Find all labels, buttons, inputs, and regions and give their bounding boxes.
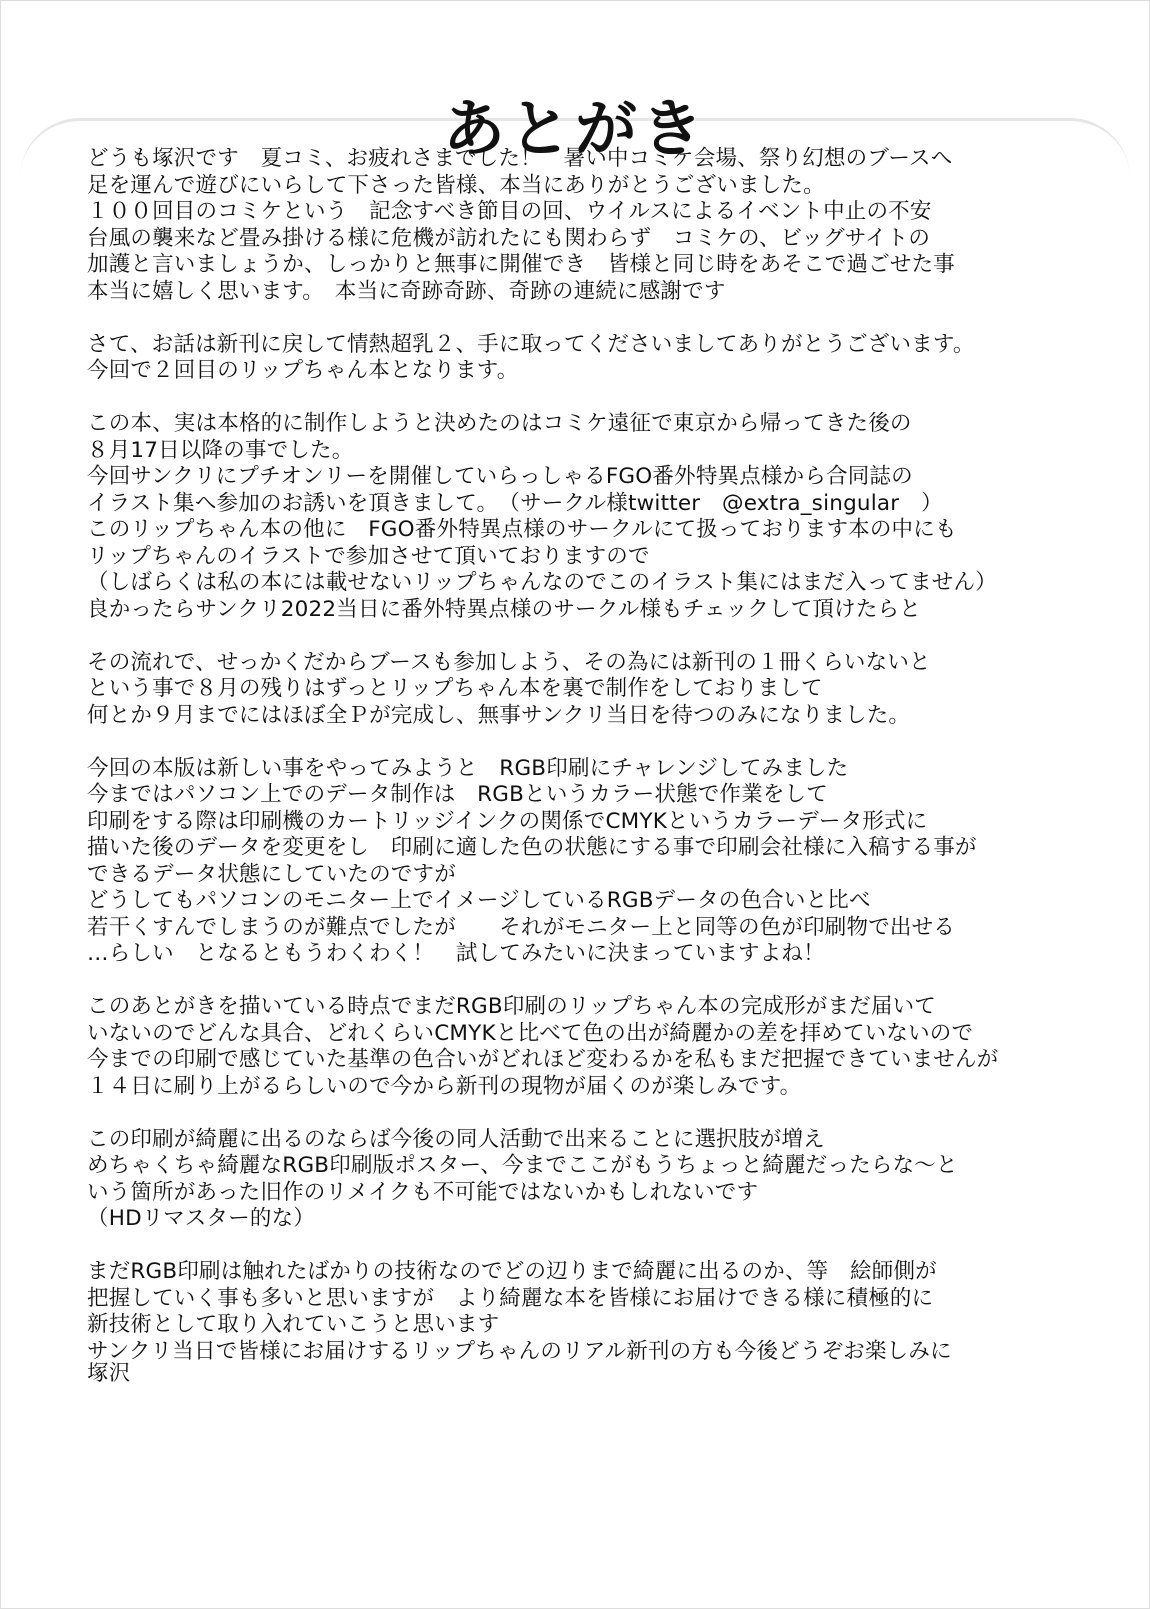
- text-line: １００回目のコミケという 記念すべき節目の回、ウイルスによるイベント中止の不安: [87, 199, 932, 224]
- text-line: いう箇所があった旧作のリメイクも不可能ではないかもしれないです: [87, 1179, 759, 1205]
- text-line: 印刷をする際は印刷機のカートリッジインクの関係でCMYKというカラーデータ形式に: [87, 808, 928, 834]
- text-line: サンクリ当日で皆様にお届けするリップちゃんのリアル新刊の方も今後どうぞお楽しみに: [87, 1338, 952, 1364]
- text-line: （しばらくは私の本には載せないリップちゃんなのでこのイラスト集にはまだ入ってません）: [87, 570, 997, 595]
- text-line: （HDリマスター的な）: [87, 1206, 315, 1231]
- text-line: …らしい となるともうわくわく！ 試してみたいに決まっていますよね！: [87, 941, 825, 966]
- paragraph-8: [87, 1259, 1137, 1365]
- text-line: という事で８月の残りはずっとリップちゃん本を裏で制作をしておりまして: [87, 676, 823, 701]
- text-line: まだRGB印刷は触れたばかりの技術なのでどの辺りまで綺麗に出るのか、等 絵師側が: [87, 1259, 937, 1284]
- text-line: 台風の襲来など畳み掛ける様に危機が訪れたにも関わらず コミケの、ビッグサイトの: [87, 225, 931, 251]
- paragraph-2: [87, 332, 1137, 385]
- text-line: その流れで、せっかくだからブースも参加しよう、その為には新刊の１冊くらいないと: [87, 649, 931, 675]
- text-line: 今回サンクリにプチオンリーを開催していらっしゃるFGO番外特異点様から合同誌の: [87, 464, 913, 489]
- text-line: さて、お話は新刊に戻して情熱超乳２、手に取ってくださいましてありがとうございます。: [87, 331, 975, 357]
- paragraph-6: [87, 994, 1137, 1100]
- text-line: 本当に嬉しく思います。 本当に奇跡奇跡、奇跡の連続に感謝です: [87, 278, 726, 304]
- paragraph-3: [87, 411, 1137, 623]
- text-line: どうも塚沢です 夏コミ、お疲れさまでした！ 暑い中コミケ会場、祭り幻想のブースへ: [87, 146, 953, 171]
- text-line: 把握していく事も多いと思いますが より綺麗な本を皆様にお届けできる様に積極的に: [87, 1285, 934, 1311]
- text-line: 加護と言いましょうか、しっかりと無事に開催でき 皆様と同じ時をあそこで過ごせた事: [87, 252, 956, 277]
- text-line: いないのでどんな具合、どれくらいCMYKと比べて色の出が綺麗かの差を拝めていないので: [87, 1020, 974, 1046]
- text-line: 若干くすんでしまうのが難点でしたが それがモニター上と同等の色が印刷物で出せる: [87, 914, 956, 940]
- afterword-text: [87, 146, 1137, 1388]
- text-line: 描いた後のデータを変更をし 印刷に適した色の状態にする事で印刷会社様に入稿する事が: [87, 835, 977, 860]
- author-signature: 塚沢: [87, 1361, 131, 1386]
- text-line: できるデータ状態にしていたのですが: [87, 861, 456, 887]
- text-line: ８月17日以降の事でした。: [87, 437, 354, 463]
- text-line: リップちゃんのイラストで参加させて頂いておりますので: [87, 543, 650, 569]
- text-line: 何とか９月までにはほぼ全Ｐが完成し、無事サンクリ当日を待つのみになりました。: [87, 702, 911, 728]
- text-line: イラスト集へ参加のお誘いを頂きまして。 （サークル様twitter @extra_singular ）: [87, 490, 943, 516]
- text-line: 足を運んで遊びにいらして下さった皆様、本当にありがとうございました。: [87, 172, 825, 198]
- paragraph-5: [87, 756, 1137, 968]
- text-line: 今回の本版は新しい事をやってみようと RGB印刷にチャレンジしてみました: [87, 755, 849, 781]
- text-line: どうしてもパソコンのモニター上でイメージしているRGBデータの色合いと比べ: [87, 888, 871, 913]
- text-line: この本、実は本格的に制作しようと決めたのはコミケ遠征で東京から帰ってきた後の: [87, 411, 912, 436]
- text-line: めちゃくちゃ綺麗なRGB印刷版ポスター、今までここがもうちょっと綺麗だったらな～と: [87, 1153, 958, 1178]
- paragraph-4: [87, 650, 1137, 730]
- text-line: 今回で２回目のリップちゃん本となります。: [87, 358, 519, 383]
- text-line: このあとがきを描いている時点でまだRGB印刷のリップちゃん本の完成形がまだ届いて: [87, 994, 936, 1019]
- text-line: 良かったらサンクリ2022当日に番外特異点様のサークル様もチェックして頂けたらと: [87, 596, 921, 622]
- paragraph-1: [87, 146, 1137, 305]
- text-line: 新技術として取り入れていこうと思います: [87, 1312, 500, 1337]
- text-line: １４日に刷り上がるらしいので今から新刊の現物が届くのが楽しみです。: [87, 1073, 802, 1099]
- text-line: この印刷が綺麗に出るのならば今後の同人活動で出来ることに選択肢が増え: [87, 1126, 825, 1152]
- text-line: 今まではパソコン上でのデータ制作は RGBというカラー状態で作業をして: [87, 782, 828, 807]
- paragraph-7: [87, 1127, 1137, 1233]
- page-title: あとがき: [442, 91, 707, 165]
- text-line: 今までの印刷で感じていた基準の色合いがどれほど変わるかを私もまだ把握できていませんが: [87, 1047, 999, 1072]
- text-line: このリップちゃん本の他に FGO番外特異点様のサークルにて扱っております本の中にも: [87, 517, 957, 542]
